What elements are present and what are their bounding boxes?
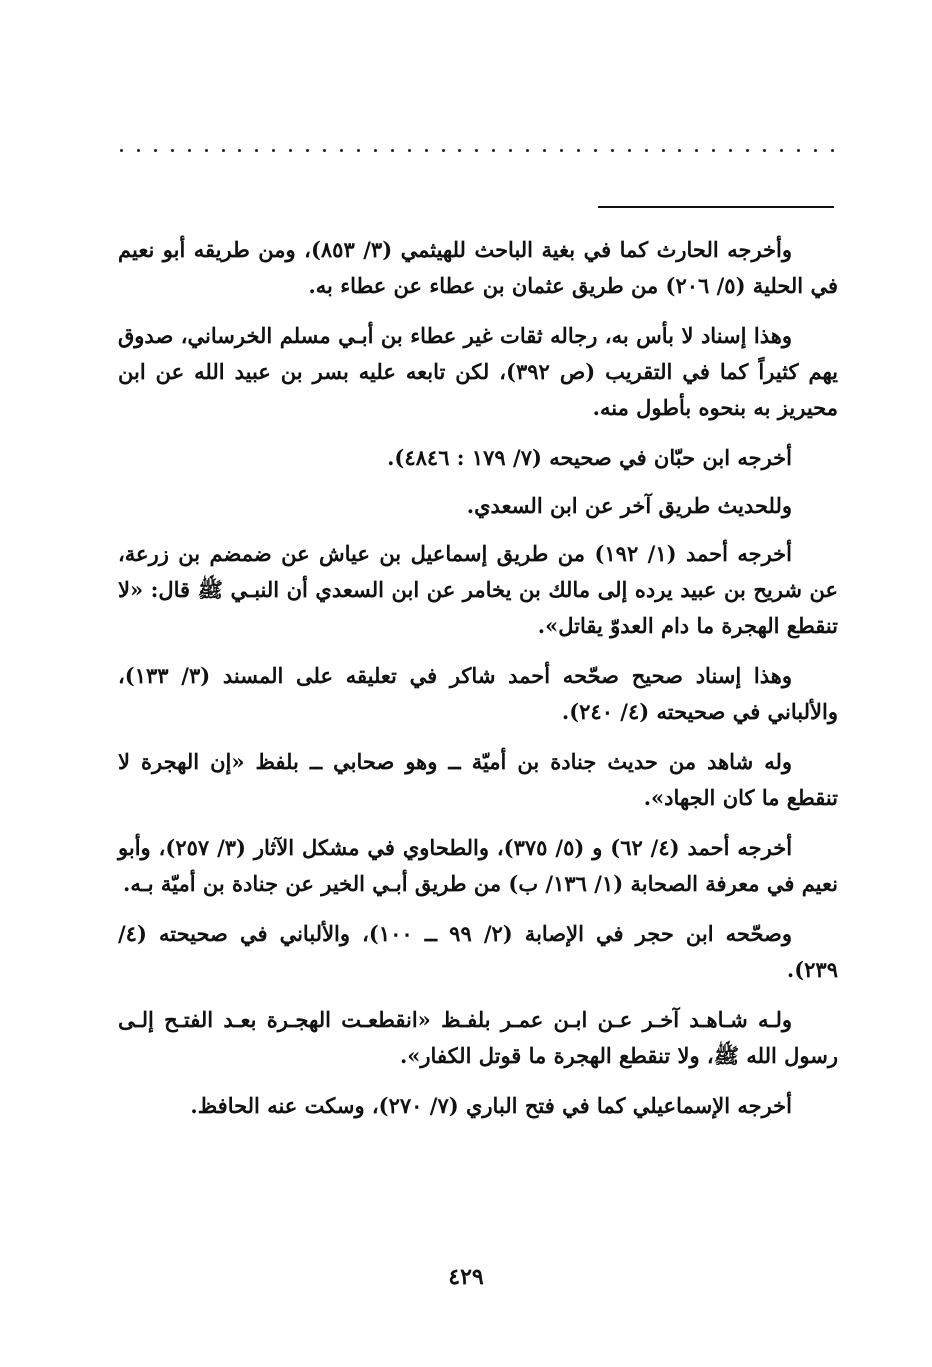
paragraph: وهذا إسناد صحيح صحّحه أحمد شاكر في تعليقه على المسند (٣/ ١٣٣)، والألباني في صحيحته (٤/ ٢٤٠). — [118, 663, 838, 724]
paragraph: وللحديث طريق آخر عن ابن السعدي. — [466, 493, 792, 518]
paragraph: وصحّحه ابن حجر في الإصابة (٢/ ٩٩ ــ ١٠٠)، والألباني في صحيحته (٤/ ٢٣٩). — [118, 921, 838, 982]
paragraph: أخرجه أحمد (٤/ ٦٢) و (٥/ ٣٧٥)، والطحاوي في مشكل الآثار (٣/ ٢٥٧)، وأبو نعيم في معرفة الصحابة (١/ ١٣٦/ ب) من طريق أبـي الخير عن جنادة بن أميّة بـه. — [118, 835, 838, 896]
paragraph: أخرجه ابن حبّان في صحيحه (٧/ ١٧٩ : ٤٨٤٦). — [387, 445, 792, 470]
paragraph: أخرجه الإسماعيلي كما في فتح الباري (٧/ ٢٧٠)، وسكت عنه الحافظ. — [190, 1093, 792, 1118]
page-number: ٤٢٩ — [448, 1264, 484, 1290]
paragraph: ولـه شـاهـد آخـر عـن ابـن عمـر بلفـظ «انقطعـت الهجـرة بعـد الفتـح إلـى رسول الله ﷺ، ولا تنقطع الهجرة ما قوتل الكفار». — [118, 1007, 838, 1068]
paragraph: وله شاهد من حديث جنادة بن أميّة ــ وهو صحابي ــ بلفظ «إن الهجرة لا تنقطع ما كان الجهاد». — [118, 749, 838, 810]
dotted-separator — [120, 140, 834, 160]
paragraph: أخرجه أحمد (١/ ١٩٢) من طريق إسماعيل بن عياش عن ضمضم بن زرعة، عن شريح بن عبيد يرده إلى مالك بن يخامر عن ابن السعدي أن النبـي ﷺ قال: «لا تنقطع الهجرة ما دام العدوّ يقاتل». — [118, 541, 838, 638]
paragraph: وأخرجه الحارث كما في بغية الباحث للهيثمي (٣/ ٨٥٣)، ومن طريقه أبو نعيم في الحلية (٥/ ٢٠٦) من طريق عثمان بن عطاء عن عطاء به. — [118, 237, 838, 298]
paragraph: وهذا إسناد لا بأس به، رجاله ثقات غير عطاء بن أبـي مسلم الخرساني، صدوق يهم كثيراً كما في التقريب (ص ٣٩٢)، لكن تابعه عليه بسر بن عبيد الله عن ابن محيريز به بنحوه بأطول منه. — [118, 323, 838, 420]
footnote-text — [118, 232, 838, 1138]
footnote-rule — [598, 206, 834, 208]
